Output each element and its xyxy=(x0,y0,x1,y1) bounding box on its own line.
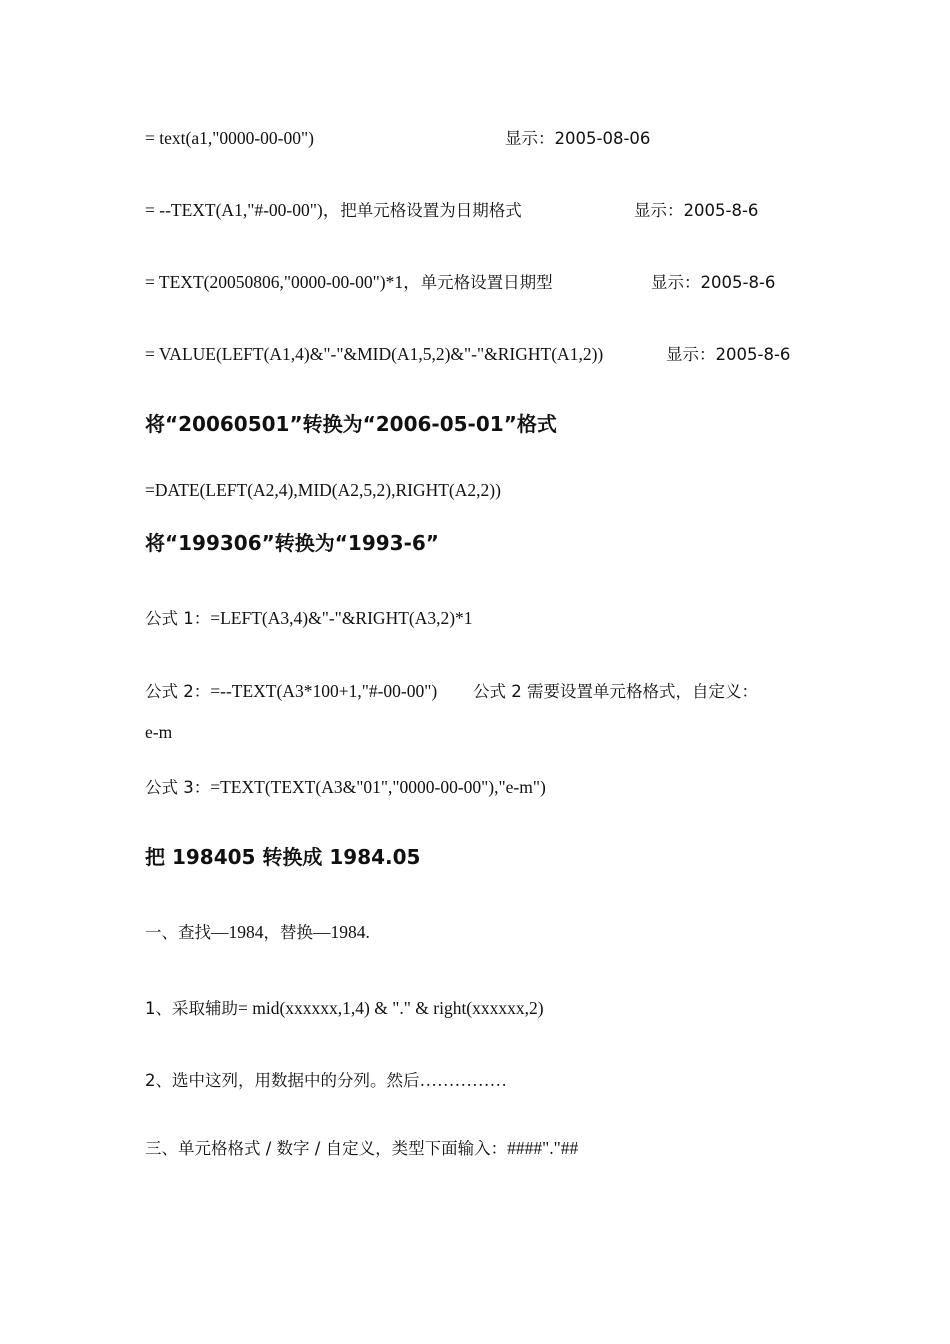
section1-formula: =DATE(LEFT(A2,4),MID(A2,5,2),RIGHT(A2,2)) xyxy=(145,480,501,500)
formula-text: = TEXT(20050806,"0000-00-00")*1， xyxy=(145,272,421,292)
formula-line-3 xyxy=(145,270,553,295)
display-result-2: 显示：2005-8-6 xyxy=(634,201,759,220)
formula-note: 把单元格设置为日期格式 xyxy=(340,201,522,220)
formula-2-continuation: e-m xyxy=(145,722,173,742)
formula-2-note: 公式 2 需要设置单元格格式，自定义： xyxy=(473,682,758,701)
step-helper-column: 1、采取辅助= mid(xxxxxx,1,4) & "." & right(xxxxxx,2) xyxy=(145,998,544,1018)
step-custom-format: 三、单元格格式 / 数字 / 自定义，类型下面输入：####"."## xyxy=(145,1138,579,1158)
formula-1-label: 公式 1： xyxy=(145,609,211,628)
formula-3-line xyxy=(145,775,546,800)
display-result-4: 显示：2005-8-6 xyxy=(666,345,791,364)
formula-line-4 xyxy=(145,342,603,366)
formula-text: = --TEXT(A1,"#-00-00")， xyxy=(145,200,341,220)
formula-line-2 xyxy=(145,198,522,223)
formula-text: = text(a1,"0000-00-00") xyxy=(145,128,314,148)
section-heading-1: 将“20060501”转换为“2006-05-01”格式 xyxy=(145,412,557,436)
formula-2-label: 公式 2： xyxy=(145,682,211,701)
formula-2-line xyxy=(145,679,437,704)
formula-3-label: 公式 3： xyxy=(145,778,211,797)
display-result-1: 显示：2005-08-06 xyxy=(505,129,651,148)
formula-line-1 xyxy=(145,126,314,150)
section-heading-2: 将“199306”转换为“1993-6” xyxy=(145,531,439,555)
display-result-3: 显示：2005-8-6 xyxy=(651,273,776,292)
formula-text: = VALUE(LEFT(A1,4)&"-"&MID(A1,5,2)&"-"&RIGHT(A1,2)) xyxy=(145,344,604,364)
formula-1-line xyxy=(145,606,473,631)
section-heading-3: 把 198405 转换成 1984.05 xyxy=(145,845,421,869)
formula-2-text: =--TEXT(A3*100+1,"#-00-00") xyxy=(210,681,438,701)
step-split-column: 2、选中这列，用数据中的分列。然后…………… xyxy=(145,1070,507,1090)
formula-1-text: =LEFT(A3,4)&"-"&RIGHT(A3,2)*1 xyxy=(210,608,473,628)
step-find-replace: 一、查找—1984，替换—1984. xyxy=(145,922,370,942)
formula-3-text: =TEXT(TEXT(A3&"01","0000-00-00"),"e-m") xyxy=(210,777,546,797)
formula-note: 单元格设置日期型 xyxy=(420,273,553,292)
